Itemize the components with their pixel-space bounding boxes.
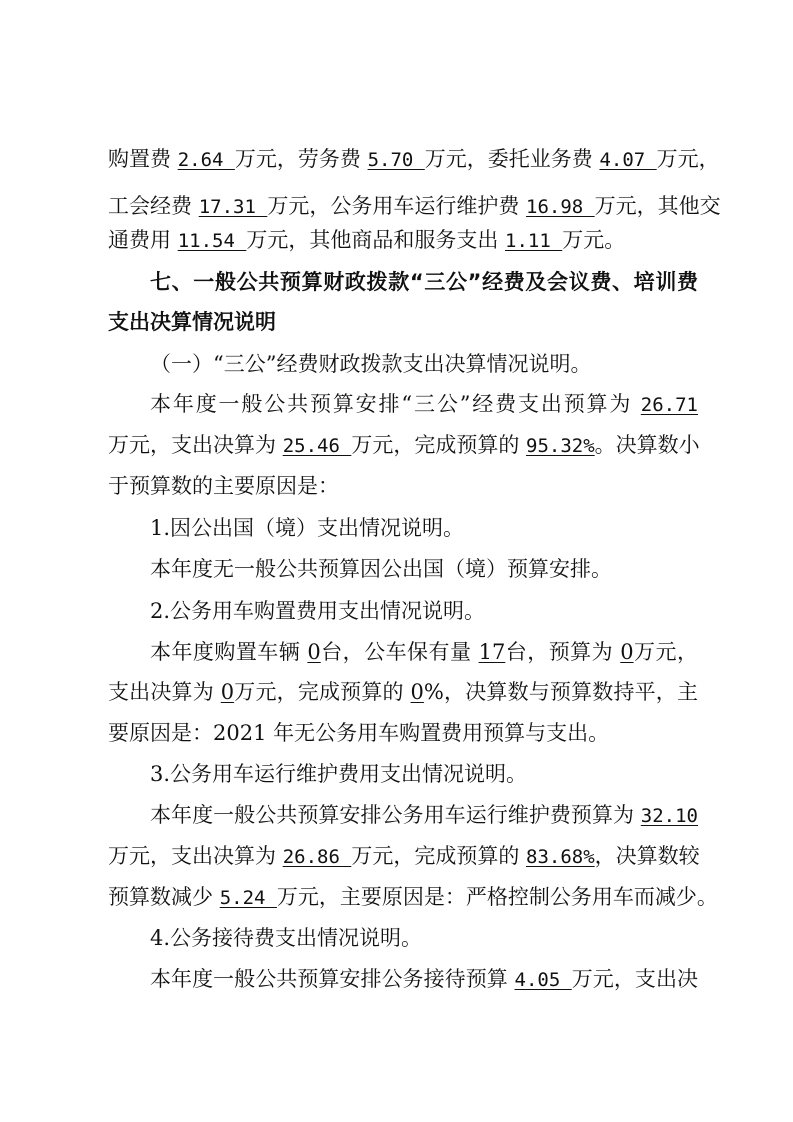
text-segment: 4.公务接待费支出情况说明。 <box>150 926 423 950</box>
text-segment: 本年度一般公共预算安排公务接待预算 <box>150 967 515 991</box>
text-segment: ，决算数较 <box>594 844 700 868</box>
underlined-figure: 4.07 <box>599 149 657 171</box>
text-segment: 万元， <box>656 147 720 171</box>
underlined-figure: 17 <box>478 640 506 664</box>
underlined-figure: 5.70 <box>367 149 425 171</box>
underlined-figure: 25.46 <box>282 435 352 457</box>
text-segment: 。决算数小 <box>594 433 700 457</box>
underlined-figure: 83.68% <box>526 846 595 868</box>
body-line-6 <box>108 472 698 500</box>
text-segment: 万元，完成预算的 <box>351 844 527 868</box>
text-segment: （一）“三公”经费财政拨款支出决算情况说明。 <box>150 352 592 376</box>
text-segment: 万元，完成预算的 <box>351 433 527 457</box>
text-segment: 万元，支出决算为 <box>108 844 283 868</box>
underlined-figure: 0 <box>620 640 634 664</box>
item-heading-3 <box>150 760 698 788</box>
underlined-figure: 0 <box>307 640 321 664</box>
underlined-figure: 5.24 <box>219 887 277 909</box>
text-segment: %，决算数与预算数持平，主 <box>423 680 698 704</box>
body-line-2 <box>108 192 721 221</box>
text-segment: 本年度购置车辆 <box>150 640 308 664</box>
underlined-figure: 16.98 <box>526 196 595 218</box>
text-segment: 本年度一般公共预算安排“三公”经费支出预算为 <box>150 392 641 416</box>
underlined-figure: 17.31 <box>198 196 268 218</box>
text-segment: 万元，支出决算为 <box>108 433 283 457</box>
body-line-14 <box>150 965 698 994</box>
underlined-figure: 0 <box>410 680 424 704</box>
body-line-9 <box>108 678 698 706</box>
body-line-7 <box>150 555 698 583</box>
text-segment: 台，公车保有量 <box>320 640 479 664</box>
section-heading-line-1 <box>150 268 698 296</box>
text-segment: 万元，完成预算的 <box>234 680 411 704</box>
body-line-1 <box>108 145 720 174</box>
item-heading-1 <box>150 514 698 542</box>
body-line-10 <box>108 719 698 747</box>
underlined-figure: 26.86 <box>282 846 352 868</box>
underlined-figure: 0 <box>220 680 235 704</box>
text-segment: 万元，公务用车运行维护费 <box>267 194 527 218</box>
subsection-heading <box>150 350 698 378</box>
text-segment: 七、一般公共预算财政拨款“三公”经费及会议费、培训费 <box>150 270 698 294</box>
text-segment: 2.公务用车购置费用支出情况说明。 <box>150 599 486 623</box>
text-segment: 工会经费 <box>108 194 199 218</box>
text-segment: 万元，委托业务费 <box>424 147 600 171</box>
section-heading-line-2 <box>108 308 698 336</box>
underlined-figure: 32.10 <box>640 805 698 827</box>
body-line-13 <box>108 883 718 912</box>
text-segment: 3.公务用车运行维护费用支出情况说明。 <box>150 762 528 786</box>
text-segment: 万元，劳务费 <box>234 147 368 171</box>
underlined-figure: 95.32% <box>526 435 595 457</box>
body-line-11 <box>150 801 698 830</box>
underlined-figure: 11.54 <box>177 230 247 252</box>
text-segment: 于预算数的主要原因是： <box>108 474 339 498</box>
text-segment: 通费用 <box>108 228 178 252</box>
text-segment: 本年度一般公共预算安排公务用车运行维护费预算为 <box>150 803 641 827</box>
underlined-figure: 2.64 <box>177 149 235 171</box>
text-segment: 万元， <box>633 640 698 664</box>
text-segment: 购置费 <box>108 147 178 171</box>
underlined-figure: 1.11 <box>505 230 563 252</box>
text-segment: 台，预算为 <box>505 640 621 664</box>
text-segment: 1.因公出国（境）支出情况说明。 <box>150 516 465 540</box>
text-segment: 要原因是：2021 年无公务用车购置费用预算与支出。 <box>108 721 610 745</box>
item-heading-2 <box>150 597 698 625</box>
text-segment: 本年度无一般公共预算因公出国（境）预算安排。 <box>150 557 612 581</box>
underlined-figure: 26.71 <box>640 394 698 416</box>
text-segment: 支出决算情况说明 <box>108 310 276 334</box>
text-segment: 支出决算为 <box>108 680 221 704</box>
body-line-3 <box>108 226 698 255</box>
body-line-5 <box>108 431 698 460</box>
item-heading-4 <box>150 924 698 952</box>
text-segment: 万元，其他商品和服务支出 <box>246 228 506 252</box>
text-segment: 预算数减少 <box>108 885 220 909</box>
text-segment: 万元，其他交 <box>594 194 721 218</box>
body-line-4 <box>150 390 698 419</box>
underlined-figure: 4.05 <box>514 969 572 991</box>
body-line-12 <box>108 842 698 871</box>
text-segment: 万元。 <box>562 228 626 252</box>
text-segment: 万元，支出决 <box>571 967 698 991</box>
body-line-8 <box>150 638 698 666</box>
text-segment: 万元，主要原因是：严格控制公务用车而减少。 <box>276 885 718 909</box>
